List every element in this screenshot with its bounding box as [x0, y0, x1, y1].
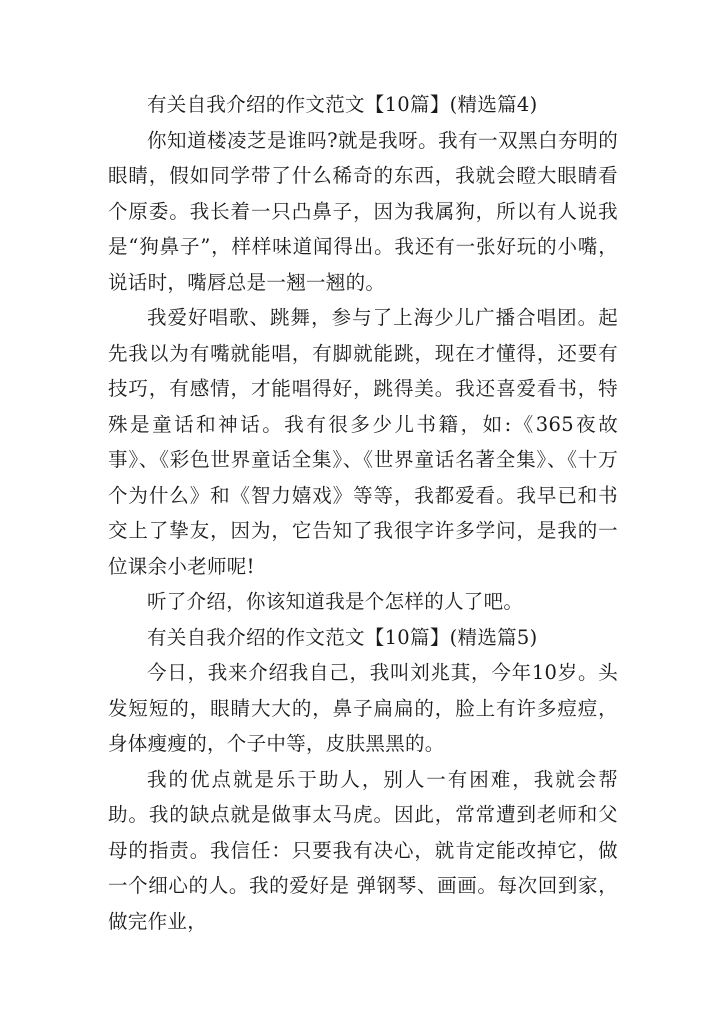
section-heading-4: 有关自我介绍的作文范文【10篇】(精选篇4) — [147, 93, 538, 116]
paragraph: 我爱好唱歌、跳舞，参与了上海少儿广播合唱团。起先我以为有嘴就能唱，有脚就能跳，现在才懂得，还要有技巧，有感情，才能唱得好，跳得美。我还喜爱看书，特殊是童话和神话。我有很多少儿书籍，如:《365夜故事》、《彩色世界童话全集》、《世界童话名著全集》、《十万个为什么》和《智力嬉戏》等等，我都爱看。我早已和书交上了挚友，因为，它告知了我很字许多学问，是我的一位课余小老师呢! — [108, 306, 618, 578]
section-heading-5: 有关自我介绍的作文范文【10篇】(精选篇5) — [147, 625, 538, 649]
document-body — [108, 87, 618, 939]
paragraph: 我的优点就是乐于助人，别人一有困难，我就会帮助。我的缺点就是做事太马虎。因此，常常遭到老师和父母的指责。我信任：只要我有决心，就肯定能改掉它，做一个细心的人。我的爱好是 弹钢琴、画画。每次回到家，做完作业， — [108, 767, 618, 933]
paragraph: 听了介绍，你该知道我是个怎样的人了吧。 — [147, 590, 524, 613]
paragraph: 今日，我来介绍我自己，我叫刘兆萁，今年10岁。头发短短的，眼睛大大的，鼻子扁扁的，脸上有许多痘痘，身体瘦瘦的，个子中等，皮肤黑黑的。 — [108, 661, 618, 755]
paragraph: 你知道楼凌芝是谁吗?就是我呀。我有一双黑白夯明的眼睛，假如同学带了什么稀奇的东西，我就会瞪大眼睛看个原委。我长着一只凸鼻子，因为我属狗，所以有人说我是“狗鼻子”，样样味道闻得出。我还有一张好玩的小嘴，说话时，嘴唇总是一翘一翘的。 — [108, 128, 618, 294]
